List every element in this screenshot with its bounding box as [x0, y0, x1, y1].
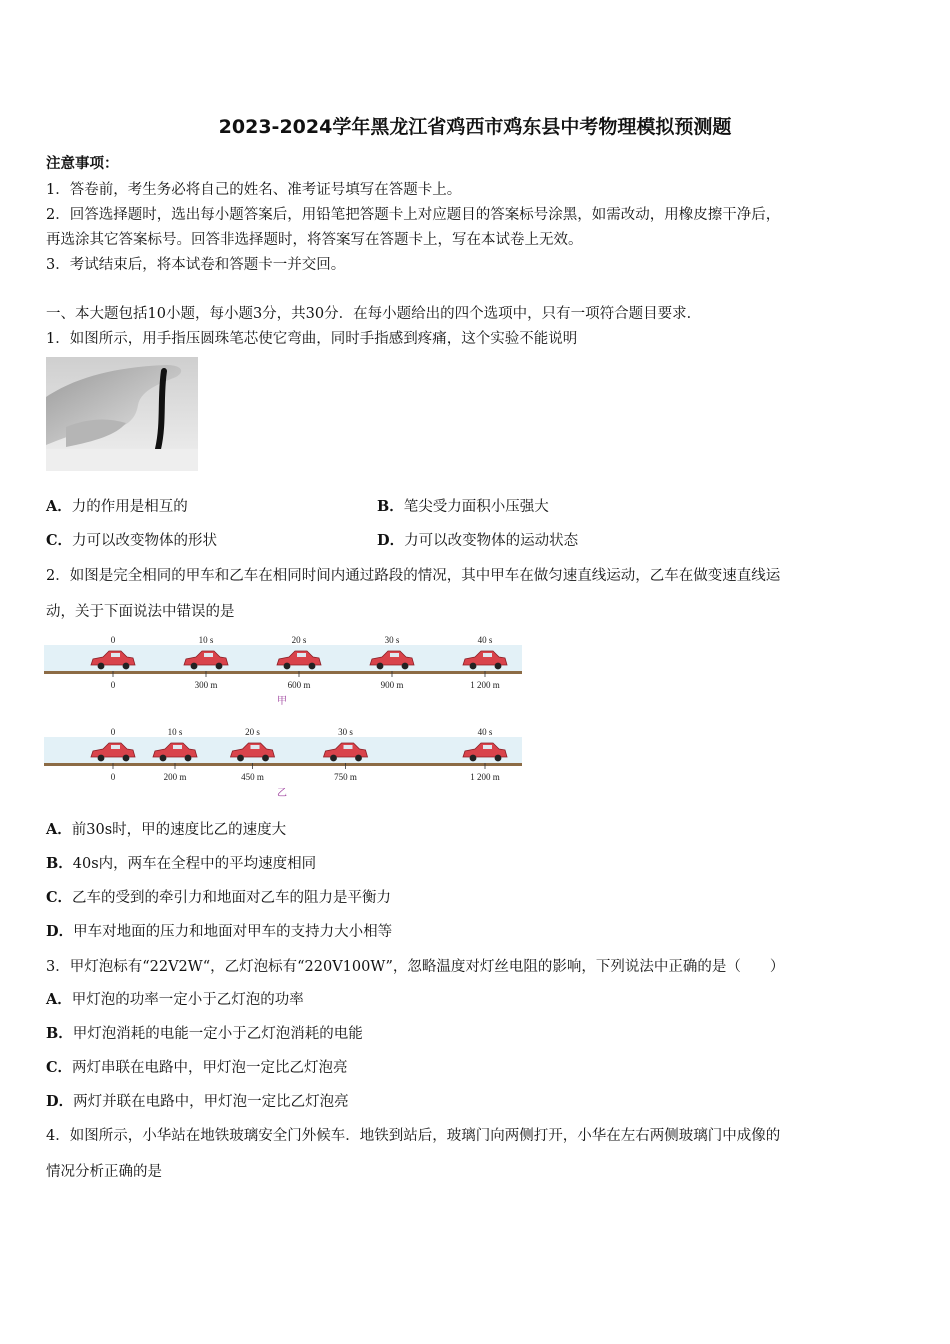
- yi-row: [44, 727, 522, 799]
- q1-option-d-text: 力可以改变物体的运动状态: [404, 533, 579, 549]
- yi-distance-label: 200 m: [163, 772, 187, 782]
- jia-time-label: 40 s: [477, 635, 493, 645]
- yi-time-label: 40 s: [477, 727, 493, 737]
- jia-time-label: 30 s: [384, 635, 400, 645]
- jia-car-wheel-rear: [470, 663, 477, 670]
- yi-car-window: [173, 745, 182, 749]
- q3-option-a-text: 甲灯泡的功率一定小于乙灯泡的功率: [71, 992, 304, 1008]
- q2-option-a-text: 前30s时，甲的速度比乙的速度大: [71, 822, 287, 838]
- q3-option-c[interactable]: [46, 1056, 348, 1077]
- q1-option-c-label: C．: [46, 532, 73, 549]
- yi-time-label: 0: [110, 727, 116, 737]
- q3-option-b-label: B．: [46, 1025, 73, 1042]
- jia-car-wheel-rear: [377, 663, 384, 670]
- q1-option-a[interactable]: [46, 495, 188, 516]
- q1-option-c-text: 力可以改变物体的形状: [72, 533, 218, 549]
- jia-car-window: [297, 653, 306, 657]
- q3-option-b-text: 甲灯泡消耗的电能一定小于乙灯泡消耗的电能: [72, 1026, 363, 1042]
- jia-road: [44, 671, 522, 674]
- q1-option-b-label: B．: [377, 498, 404, 515]
- jia-car-wheel-rear: [98, 663, 105, 670]
- jia-distance-label: 0: [110, 680, 116, 690]
- jia-distance-label: 1 200 m: [470, 680, 500, 690]
- q3-option-a[interactable]: [46, 988, 304, 1009]
- q2-option-b-text: 40s内，两车在全程中的平均速度相同: [72, 856, 317, 872]
- q2-option-b-label: B．: [46, 855, 73, 872]
- notice-heading: 注意事项：: [46, 155, 119, 172]
- yi-car-window: [251, 745, 260, 749]
- yi-car-wheel-front: [123, 755, 130, 762]
- yi-car-window: [111, 745, 120, 749]
- q3-option-d-text: 两灯并联在电路中，甲灯泡一定比乙灯泡亮: [73, 1094, 349, 1110]
- q4-stem-line2: 情况分析正确的是: [46, 1164, 162, 1180]
- jia-car-window: [483, 653, 492, 657]
- jia-car-wheel-front: [216, 663, 223, 670]
- q2-option-a-label: A．: [46, 821, 72, 838]
- jia-row: [44, 635, 522, 707]
- q2-option-b[interactable]: [46, 852, 316, 873]
- q3-option-c-text: 两灯串联在电路中，甲灯泡一定比乙灯泡亮: [72, 1060, 348, 1076]
- yi-distance-label: 0: [110, 772, 116, 782]
- jia-car-wheel-front: [495, 663, 502, 670]
- yi-distance-label: 750 m: [334, 772, 357, 782]
- yi-car-wheel-rear: [160, 755, 167, 762]
- jia-car-window: [204, 653, 213, 657]
- q1-option-b[interactable]: [377, 495, 549, 516]
- q3-option-d-label: D．: [46, 1093, 74, 1110]
- q2-stem-line1: 2．如图是完全相同的甲车和乙车在相同时间内通过路段的情况，其中甲车在做匀速直线运动，乙车在做变速直线运: [46, 568, 781, 584]
- jia-distance-label: 300 m: [194, 680, 218, 690]
- q3-option-a-label: A．: [46, 991, 72, 1008]
- yi-car-window: [483, 745, 492, 749]
- yi-time-label: 20 s: [245, 727, 260, 737]
- yi-car-wheel-front: [495, 755, 502, 762]
- yi-caption: 乙: [277, 788, 287, 799]
- notice-item-2-cont: 再选涂其它答案标号。回答非选择题时，将答案写在答题卡上，写在本试卷上无效。: [46, 232, 583, 248]
- cars-motion-diagram: [44, 633, 524, 803]
- q2-option-a[interactable]: [46, 818, 286, 839]
- jia-car-window: [111, 653, 120, 657]
- q1-stem: 1．如图所示，用手指压圆珠笔芯使它弯曲，同时手指感到疼痛，这个实验不能说明: [46, 331, 578, 347]
- q4-stem-line1: 4．如图所示，小华站在地铁玻璃安全门外候车．地铁到站后，玻璃门向两侧打开，小华在左右两侧玻璃门中成像的: [46, 1128, 781, 1144]
- finger-pressing-pen-photo: [46, 357, 198, 471]
- q3-option-d[interactable]: [46, 1090, 349, 1111]
- q2-option-d-label: D．: [46, 923, 74, 940]
- q1-option-b-text: 笔尖受力面积小压强大: [403, 499, 549, 515]
- q2-option-c-text: 乙车的受到的牵引力和地面对乙车的阻力是平衡力: [72, 890, 392, 906]
- jia-distance-label: 600 m: [287, 680, 311, 690]
- q2-option-d[interactable]: [46, 920, 392, 941]
- q1-option-d-label: D．: [377, 532, 405, 549]
- jia-time-label: 0: [110, 635, 116, 645]
- yi-car-wheel-rear: [237, 755, 244, 762]
- jia-car-window: [390, 653, 399, 657]
- yi-car-window: [344, 745, 353, 749]
- q1-option-a-text: 力的作用是相互的: [71, 499, 188, 515]
- yi-car-wheel-front: [185, 755, 192, 762]
- yi-car-wheel-front: [355, 755, 362, 762]
- jia-car-wheel-rear: [191, 663, 198, 670]
- notice-item-2: 2．回答选择题时，选出每小题答案后，用铅笔把答题卡上对应题目的答案标号涂黑，如需改动，用橡皮擦干净后，: [46, 207, 781, 223]
- q1-option-a-label: A．: [46, 498, 72, 515]
- section-heading: 一、本大题包括10小题，每小题3分，共30分．在每小题给出的四个选项中，只有一项符合题目要求．: [46, 306, 702, 322]
- jia-distance-label: 900 m: [380, 680, 404, 690]
- yi-distance-label: 1 200 m: [470, 772, 500, 782]
- q2-stem-line2: 动，关于下面说法中错误的是: [46, 604, 235, 620]
- q2-option-c-label: C．: [46, 889, 73, 906]
- q1-option-c[interactable]: [46, 529, 217, 550]
- jia-car-wheel-front: [123, 663, 130, 670]
- yi-distance-label: 450 m: [241, 772, 264, 782]
- q1-option-d[interactable]: [377, 529, 578, 550]
- q2-option-d-text: 甲车对地面的压力和地面对甲车的支持力大小相等: [73, 924, 393, 940]
- jia-car-wheel-front: [402, 663, 409, 670]
- page-title: 2023-2024学年黑龙江省鸡西市鸡东县中考物理模拟预测题: [218, 116, 732, 138]
- q3-option-c-label: C．: [46, 1059, 73, 1076]
- yi-car-wheel-rear: [470, 755, 477, 762]
- jia-caption: 甲: [277, 696, 287, 707]
- jia-car-wheel-front: [309, 663, 316, 670]
- notice-item-3: 3．考试结束后，将本试卷和答题卡一并交回。: [46, 257, 346, 273]
- jia-time-label: 20 s: [291, 635, 307, 645]
- yi-car-wheel-front: [262, 755, 269, 762]
- yi-time-label: 30 s: [338, 727, 353, 737]
- q3-stem: 3．甲灯泡标有“22V2W“，乙灯泡标有“220V100W”，忽略温度对灯丝电阻的影响，下列说法中正确的是（ ）: [46, 959, 785, 975]
- jia-car-wheel-rear: [284, 663, 291, 670]
- yi-time-label: 10 s: [167, 727, 183, 737]
- yi-car-wheel-rear: [330, 755, 337, 762]
- notice-item-1: 1．答卷前，考生务必将自己的姓名、准考证号填写在答题卡上。: [46, 182, 462, 198]
- yi-car-wheel-rear: [98, 755, 105, 762]
- q2-option-c[interactable]: [46, 886, 391, 907]
- jia-time-label: 10 s: [198, 635, 214, 645]
- q3-option-b[interactable]: [46, 1022, 363, 1043]
- yi-road: [44, 763, 522, 766]
